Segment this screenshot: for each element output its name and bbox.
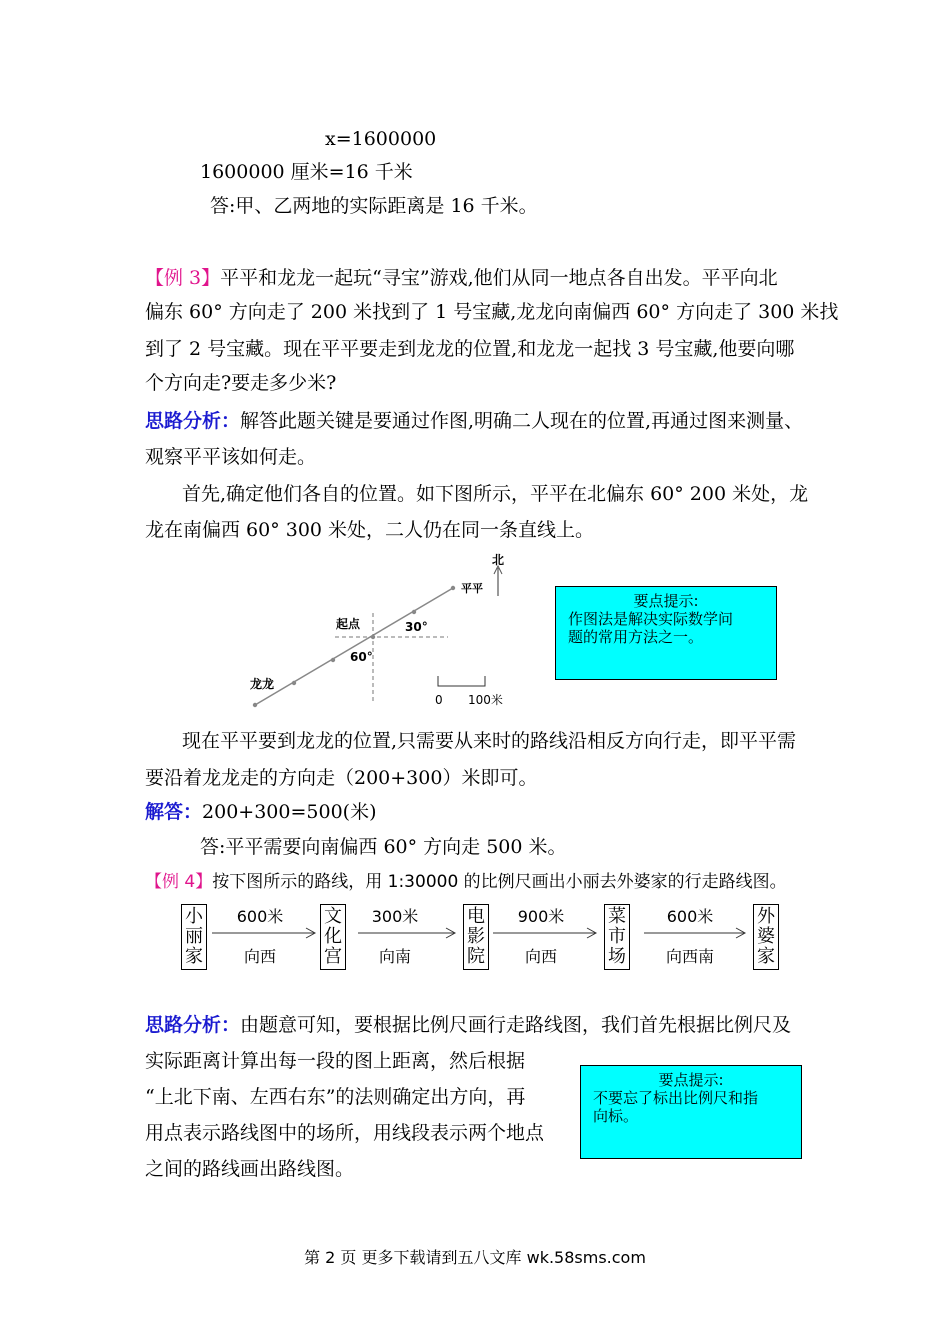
calc-line-1: x=1600000 — [325, 128, 437, 150]
example3-paragraph-line-4: 个方向走?要走多少米? — [145, 372, 337, 394]
start-point — [371, 635, 375, 639]
example4-analysis-line-4: 用点表示路线图中的场所，用线段表示两个地点 — [145, 1122, 545, 1144]
example3-tag: 【例 3】 — [145, 267, 221, 289]
tip-text-line-1: 不要忘了标出比例尺和指 — [593, 1089, 759, 1107]
example3-answer-line: 解答：200+300=500(米) — [145, 801, 377, 823]
place-label: 菜 市 场 — [608, 906, 626, 967]
example3-first-line-1: 首先,确定他们各自的位置。如下图所示，平平在北偏东 60° 200 米处，龙 — [182, 483, 809, 505]
route-point — [292, 681, 296, 685]
route-line — [255, 588, 453, 705]
page-footer: 第 2 页 更多下载请到五八文库 wk.58sms.com — [304, 1248, 646, 1267]
tip-box-2 — [580, 1065, 802, 1159]
place-label: 电 影 院 — [467, 906, 485, 967]
segment-direction: 向西 — [243, 947, 276, 966]
tip-text-line-2: 向标。 — [593, 1107, 639, 1125]
example4-analysis-line-1: 思路分析：由题意可知，要根据比例尺画行走路线图，我们首先根据比例尺及 — [145, 1014, 792, 1036]
segment-direction: 向南 — [378, 947, 411, 966]
calc-answer: 答:甲、乙两地的实际距离是 16 千米。 — [210, 195, 538, 217]
example4-analysis-line-5: 之间的路线画出路线图。 — [145, 1158, 355, 1180]
north-label: 北 — [492, 553, 505, 567]
segment-distance: 900米 — [517, 907, 565, 926]
pingping-point — [451, 586, 455, 590]
example3-first-line-2: 龙在南偏西 60° 300 米处，二人仍在同一条直线上。 — [145, 519, 595, 541]
longlong-label: 龙龙 — [250, 677, 275, 691]
example3-answer-text: 答:平平需要向南偏西 60° 方向走 500 米。 — [200, 836, 567, 858]
route-point — [412, 610, 416, 614]
example4-analysis-line-3: “上北下南、左西右东”的法则确定出方向，再 — [145, 1086, 526, 1108]
place-label: 文 化 宫 — [324, 906, 342, 967]
longlong-point — [253, 703, 257, 707]
scale-zero-label: 0 — [435, 693, 443, 707]
segment-direction: 向西 — [524, 947, 557, 966]
pingping-label: 平平 — [461, 582, 483, 595]
segment-direction: 向西南 — [665, 947, 714, 966]
tip-box-1 — [555, 586, 777, 680]
tip-text-line-2: 题的常用方法之一。 — [568, 628, 704, 646]
angle-60-label: 60° — [350, 650, 373, 664]
angle-30-label: 30° — [405, 620, 428, 634]
scale-100-label: 100米 — [468, 693, 503, 707]
answer-label: 解答： — [145, 801, 203, 823]
place-label: 外 婆 家 — [757, 906, 775, 967]
example3-paragraph-line-1: 【例 3】平平和龙龙一起玩“寻宝”游戏,他们从同一地点各自出发。平平向北 — [145, 267, 778, 289]
place-label: 小 丽 家 — [185, 906, 203, 967]
tip-text-line-1: 作图法是解决实际数学问 — [568, 610, 734, 628]
segment-distance: 600米 — [236, 907, 284, 926]
example3-paragraph-line-2: 偏东 60° 方向走了 200 米找到了 1 号宝藏,龙龙向南偏西 60° 方向走了 300 米找 — [145, 301, 839, 323]
example3-analysis-line-1: 思路分析：解答此题关键是要通过作图,明确二人现在的位置,再通过图来测量、 — [145, 410, 804, 432]
scale-bar — [438, 676, 485, 686]
segment-distance: 600米 — [666, 907, 714, 926]
example4-question: 【例 4】按下图所示的路线，用 1:30000 的比例尺画出小丽去外婆家的行走路线图。 — [145, 872, 787, 892]
example3-analysis-line-2: 观察平平该如何走。 — [145, 446, 317, 468]
calc-line-2: 1600000 厘米=16 千米 — [200, 161, 413, 183]
example4-analysis-line-2: 实际距离计算出每一段的图上距离，然后根据 — [145, 1050, 526, 1072]
example3-paragraph-line-3: 到了 2 号宝藏。现在平平要走到龙龙的位置,和龙龙一起找 3 号宝藏,他要向哪 — [145, 338, 795, 360]
route-point — [331, 658, 335, 662]
segment-distance: 300米 — [371, 907, 419, 926]
tip-title: 要点提示: — [658, 1071, 724, 1089]
direction-diagram — [240, 548, 540, 718]
analysis-label: 思路分析： — [145, 410, 241, 432]
start-label: 起点 — [336, 617, 361, 631]
example3-now-line-2: 要沿着龙龙走的方向走（200+300）米即可。 — [145, 767, 538, 789]
tip-title: 要点提示: — [633, 592, 699, 610]
example4-tag: 【例 4】 — [145, 872, 213, 892]
example3-now-line-1: 现在平平要到龙龙的位置,只需要从来时的路线沿相反方向行走，即平平需 — [182, 730, 797, 752]
analysis-label: 思路分析： — [145, 1014, 241, 1036]
